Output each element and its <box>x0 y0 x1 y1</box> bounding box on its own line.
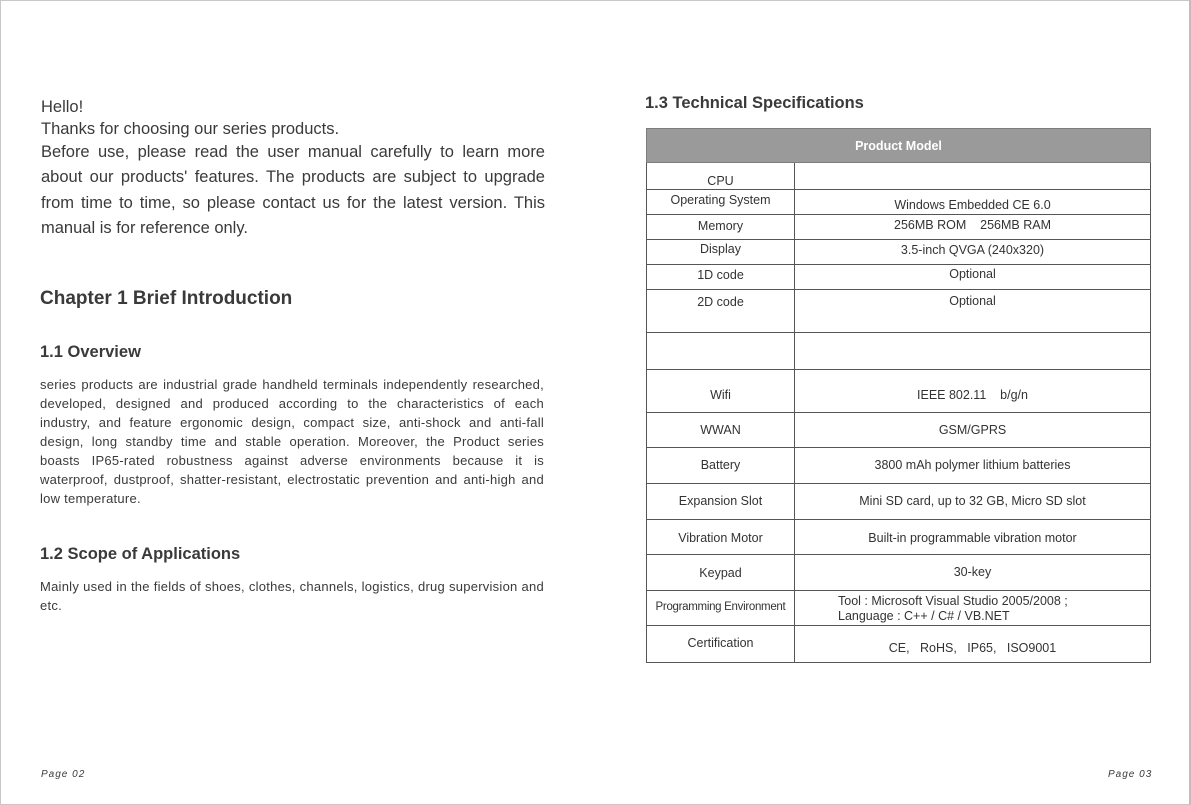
spec-label: Display <box>700 242 741 256</box>
spec-row-cpu <box>646 163 1151 190</box>
spec-table <box>646 128 1151 663</box>
spec-label: Wifi <box>710 388 731 402</box>
spec-row-certification <box>646 626 1151 663</box>
intro-hello: Hello! <box>41 98 84 116</box>
page-number-right: Page 03 <box>1108 769 1153 780</box>
specs-heading: 1.3 Technical Specifications <box>645 94 864 112</box>
spec-row-battery <box>646 448 1151 484</box>
spec-label: Vibration Motor <box>678 531 763 545</box>
spec-value: CE, RoHS, IP65, ISO9001 <box>888 641 1057 655</box>
spec-row-memory <box>646 215 1151 240</box>
overview-heading: 1.1 Overview <box>40 343 141 361</box>
spec-label: Battery <box>700 458 741 472</box>
spec-row-display <box>646 240 1151 265</box>
spec-table-header: Product Model <box>646 128 1151 163</box>
spec-label: CPU <box>707 174 734 188</box>
spec-row-vibration-motor <box>646 520 1151 555</box>
overview-text: series products are industrial grade handheld terminals independently researched, developed, designed and produced according to the characteristics of each industry, and feature ergonomic design, compact size, anti-shock and anti-fall design, long standby time and stable operation. Moreover, the Product series boasts IP65-rated robustness against adverse environments because it is waterproof, dustproof, shatter-resistant, electrostatic prevention and anti-high and low temperature. <box>40 377 544 506</box>
spec-value: 30-key <box>953 565 992 579</box>
spec-value: Language : C++ / C# / VB.NET <box>838 609 1010 623</box>
spec-label: Expansion Slot <box>678 494 763 508</box>
spec-row-wwan <box>646 413 1151 448</box>
spec-row-2d-code <box>646 290 1151 333</box>
spec-label: Programming Environment <box>655 601 786 613</box>
spec-row-expansion-slot <box>646 484 1151 520</box>
spec-value: Built-in programmable vibration motor <box>868 531 1077 545</box>
spec-label: Memory <box>697 219 744 233</box>
spec-row-wifi <box>646 370 1151 413</box>
spec-value: 3800 mAh polymer lithium batteries <box>874 458 1071 472</box>
page-number-left: Page 02 <box>41 769 86 780</box>
spec-value: Optional <box>949 294 996 308</box>
spec-row-empty <box>646 333 1151 370</box>
intro-block <box>41 96 545 241</box>
spec-value: Mini SD card, up to 32 GB, Micro SD slot <box>859 494 1086 508</box>
intro-thanks: Thanks for choosing our series products. <box>41 120 340 138</box>
spec-value: Optional <box>949 267 996 281</box>
spec-value: 3.5-inch QVGA (240x320) <box>900 243 1045 257</box>
spec-label: 2D code <box>697 295 744 309</box>
spec-value: 256MB ROM 256MB RAM <box>894 218 1051 232</box>
chapter-title: Chapter 1 Brief Introduction <box>40 288 293 309</box>
spec-value: Tool : Microsoft Visual Studio 2005/2008 ; <box>838 594 1068 608</box>
spec-row-1d-code <box>646 265 1151 290</box>
spec-label: Certification <box>687 636 754 650</box>
intro-notice: Before use, please read the user manual carefully to learn more about our products' features. The products are subject to upgrade from time to time, so please contact us for the latest version. This manual is for reference only. <box>41 143 545 237</box>
spec-row-keypad <box>646 555 1151 591</box>
spec-value: IEEE 802.11 b/g/n <box>917 388 1028 402</box>
spec-label: Keypad <box>699 566 742 580</box>
spec-label: 1D code <box>697 268 744 282</box>
spec-label: Operating System <box>670 193 771 207</box>
spec-value: GSM/GPRS <box>938 423 1007 437</box>
spec-row-programming-environment <box>646 591 1151 626</box>
spec-value: Windows Embedded CE 6.0 <box>894 198 1051 212</box>
scope-heading: 1.2 Scope of Applications <box>40 545 241 563</box>
scope-text: Mainly used in the fields of shoes, clothes, channels, logistics, drug supervision and etc. <box>40 579 544 613</box>
spec-label: WWAN <box>700 423 741 437</box>
spec-row-os <box>646 190 1151 215</box>
